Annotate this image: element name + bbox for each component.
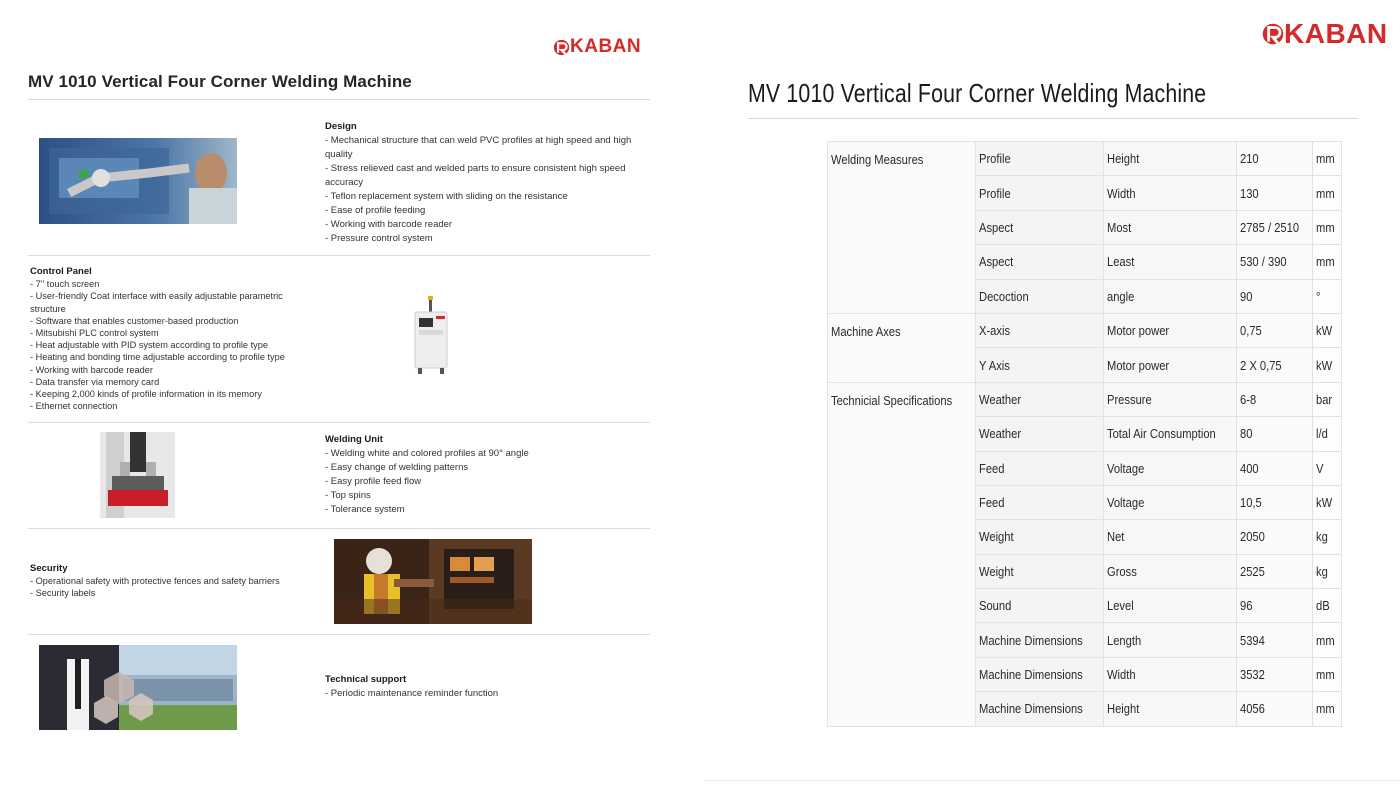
control-panel-text bbox=[30, 266, 312, 412]
group-label-cell bbox=[828, 382, 976, 726]
unit-cell bbox=[1312, 589, 1341, 623]
design-heading: Design bbox=[325, 121, 357, 132]
value-text: 6-8 bbox=[1240, 391, 1257, 407]
design-text bbox=[325, 120, 647, 246]
value-cell bbox=[1237, 313, 1313, 347]
unit-text: mm bbox=[1315, 701, 1335, 717]
parameter-label: Decoction bbox=[978, 288, 1029, 304]
list-item: - Security labels bbox=[30, 588, 96, 599]
unit-cell bbox=[1312, 313, 1341, 347]
list-item: - Pressure control system bbox=[325, 233, 433, 244]
parameter-label: Machine Dimensions bbox=[978, 701, 1083, 717]
unit-text: kg bbox=[1315, 563, 1328, 579]
value-text: 400 bbox=[1240, 460, 1259, 476]
unit-cell bbox=[1312, 554, 1341, 588]
page-title: MV 1010 Vertical Four Corner Welding Machine bbox=[748, 78, 1207, 108]
subparameter-cell bbox=[1103, 451, 1236, 485]
parameter-cell bbox=[975, 382, 1103, 416]
parameter-label: Sound bbox=[978, 598, 1012, 614]
subparameter-cell bbox=[1103, 348, 1236, 382]
subparameter-label: Width bbox=[1106, 185, 1136, 201]
unit-text: l/d bbox=[1315, 426, 1328, 442]
parameter-label: Machine Dimensions bbox=[978, 667, 1083, 683]
unit-cell bbox=[1312, 176, 1341, 210]
unit-cell bbox=[1312, 417, 1341, 451]
unit-text: kW bbox=[1315, 357, 1332, 373]
unit-cell bbox=[1312, 382, 1341, 416]
list-item: - Top spins bbox=[325, 490, 371, 501]
design-list bbox=[325, 134, 647, 246]
parameter-label: Weight bbox=[978, 563, 1014, 579]
list-item: - Easy profile feed flow bbox=[325, 476, 422, 487]
list-item: - Software that enables customer-based production bbox=[30, 315, 239, 326]
parameter-cell bbox=[975, 279, 1103, 313]
value-cell bbox=[1237, 348, 1313, 382]
unit-text: mm bbox=[1315, 185, 1335, 201]
value-text: 2785 / 2510 bbox=[1240, 219, 1300, 235]
unit-text: mm bbox=[1315, 151, 1335, 167]
parameter-label: Weather bbox=[978, 426, 1021, 442]
subparameter-cell bbox=[1103, 382, 1236, 416]
list-item: - Heat adjustable with PID system according to profile type bbox=[30, 340, 268, 351]
specifications-table-body bbox=[828, 142, 1342, 727]
list-item: - Ethernet connection bbox=[30, 401, 118, 412]
value-text: 210 bbox=[1240, 151, 1259, 167]
value-text: 2 X 0,75 bbox=[1240, 357, 1282, 373]
subparameter-label: Net bbox=[1106, 529, 1124, 545]
subparameter-cell bbox=[1103, 176, 1236, 210]
subparameter-label: Voltage bbox=[1106, 495, 1144, 511]
control-panel-photo bbox=[410, 296, 452, 378]
technical-support-heading: Technical support bbox=[325, 674, 407, 685]
technical-support-text bbox=[325, 673, 647, 701]
unit-cell bbox=[1312, 451, 1341, 485]
list-item: - Tolerance system bbox=[325, 504, 405, 515]
value-text: 96 bbox=[1240, 598, 1253, 614]
list-item: - Mitsubishi PLC control system bbox=[30, 328, 159, 339]
parameter-label: Profile bbox=[978, 185, 1011, 201]
unit-cell bbox=[1312, 210, 1341, 244]
value-cell bbox=[1237, 451, 1313, 485]
list-item: - Periodic maintenance reminder function bbox=[325, 688, 499, 699]
unit-text: kW bbox=[1315, 495, 1332, 511]
subparameter-label: Height bbox=[1106, 151, 1139, 167]
list-item: - Operational safety with protective fences and safety barriers bbox=[30, 576, 280, 587]
unit-text: bar bbox=[1315, 391, 1332, 407]
list-item: - Easy change of welding patterns bbox=[325, 462, 469, 473]
parameter-cell bbox=[975, 313, 1103, 347]
parameter-label: X-axis bbox=[978, 323, 1010, 339]
subparameter-label: Width bbox=[1106, 667, 1136, 683]
design-photo bbox=[39, 138, 237, 224]
security-photo bbox=[334, 539, 532, 624]
kaban-logo-text: KABAN bbox=[570, 36, 642, 57]
kaban-logo bbox=[1262, 18, 1388, 50]
value-cell bbox=[1237, 176, 1313, 210]
value-text: 130 bbox=[1240, 185, 1259, 201]
value-text: 5394 bbox=[1240, 632, 1265, 648]
welding-unit-section bbox=[28, 423, 650, 529]
parameter-cell bbox=[975, 245, 1103, 279]
parameter-cell bbox=[975, 692, 1103, 726]
group-label: Welding Measures bbox=[831, 152, 924, 167]
subparameter-cell bbox=[1103, 142, 1236, 176]
welding-unit-photo bbox=[100, 432, 175, 518]
unit-text: V bbox=[1315, 460, 1324, 476]
value-text: 530 / 390 bbox=[1240, 254, 1287, 270]
value-cell bbox=[1237, 692, 1313, 726]
title-divider bbox=[28, 99, 650, 100]
subparameter-label: Total Air Consumption bbox=[1106, 426, 1216, 442]
welding-unit-list bbox=[325, 447, 647, 517]
design-section bbox=[28, 112, 650, 256]
subparameter-label: Most bbox=[1106, 219, 1131, 235]
value-text: 2525 bbox=[1240, 563, 1265, 579]
parameter-cell bbox=[975, 451, 1103, 485]
page-title: MV 1010 Vertical Four Corner Welding Machine bbox=[28, 72, 412, 91]
security-list bbox=[30, 575, 320, 599]
unit-cell bbox=[1312, 657, 1341, 691]
control-panel-list bbox=[30, 278, 312, 412]
unit-text: ° bbox=[1315, 288, 1321, 304]
subparameter-cell bbox=[1103, 657, 1236, 691]
subparameter-label: Least bbox=[1106, 254, 1134, 270]
value-cell bbox=[1237, 382, 1313, 416]
list-item: - Mechanical structure that can weld PVC profiles at high speed and high quality bbox=[325, 135, 632, 160]
value-cell bbox=[1237, 210, 1313, 244]
unit-text: dB bbox=[1315, 598, 1330, 614]
list-item: - Working with barcode reader bbox=[325, 219, 453, 230]
subparameter-cell bbox=[1103, 417, 1236, 451]
value-cell bbox=[1237, 520, 1313, 554]
parameter-label: Weather bbox=[978, 391, 1021, 407]
subparameter-cell bbox=[1103, 520, 1236, 554]
unit-text: kW bbox=[1315, 323, 1332, 339]
value-cell bbox=[1237, 279, 1313, 313]
control-panel-section bbox=[28, 256, 650, 423]
subparameter-cell bbox=[1103, 210, 1236, 244]
parameter-label: Aspect bbox=[978, 219, 1014, 235]
list-item: - Working with barcode reader bbox=[30, 364, 153, 375]
subparameter-label: angle bbox=[1106, 288, 1134, 304]
value-cell bbox=[1237, 485, 1313, 519]
technical-support-section bbox=[28, 635, 650, 741]
right-page bbox=[705, 0, 1400, 781]
table-row bbox=[828, 382, 1342, 416]
list-item: - Welding white and colored profiles at 90° angle bbox=[325, 448, 529, 459]
subparameter-label: Motor power bbox=[1106, 323, 1169, 339]
value-cell bbox=[1237, 623, 1313, 657]
list-item: - Ease of profile feeding bbox=[325, 205, 426, 216]
value-cell bbox=[1237, 554, 1313, 588]
group-label: Technicial Specifications bbox=[831, 392, 953, 408]
subparameter-label: Pressure bbox=[1106, 391, 1152, 407]
value-cell bbox=[1237, 245, 1313, 279]
parameter-label: Feed bbox=[978, 495, 1005, 511]
unit-cell bbox=[1312, 485, 1341, 519]
subparameter-cell bbox=[1103, 692, 1236, 726]
security-section bbox=[28, 529, 650, 635]
value-cell bbox=[1237, 657, 1313, 691]
kaban-logo-mark-icon bbox=[553, 39, 570, 56]
group-label-cell bbox=[828, 313, 976, 382]
subparameter-label: Length bbox=[1106, 632, 1141, 648]
list-item: - User-friendly Coat interface with easily adjustable parametric structure bbox=[30, 291, 283, 314]
value-cell bbox=[1237, 142, 1313, 176]
subparameter-label: Height bbox=[1106, 701, 1139, 717]
subparameter-cell bbox=[1103, 485, 1236, 519]
parameter-cell bbox=[975, 623, 1103, 657]
subparameter-cell bbox=[1103, 279, 1236, 313]
parameter-cell bbox=[975, 348, 1103, 382]
unit-text: kg bbox=[1315, 529, 1328, 545]
parameter-label: Aspect bbox=[978, 254, 1014, 270]
list-item: - Heating and bonding time adjustable according to profile type bbox=[30, 352, 285, 363]
parameter-cell bbox=[975, 417, 1103, 451]
subparameter-label: Gross bbox=[1106, 563, 1137, 579]
parameter-label: Y Axis bbox=[978, 357, 1010, 373]
security-heading: Security bbox=[30, 563, 68, 574]
subparameter-cell bbox=[1103, 554, 1236, 588]
kaban-logo-text: KABAN bbox=[1284, 18, 1388, 49]
value-cell bbox=[1237, 417, 1313, 451]
technical-support-list bbox=[325, 687, 647, 701]
technical-support-photo bbox=[39, 645, 237, 730]
group-label: Machine Axes bbox=[831, 323, 901, 339]
title-divider bbox=[748, 118, 1358, 119]
list-item: - Keeping 2,000 kinds of profile information in its memory bbox=[30, 389, 262, 400]
unit-cell bbox=[1312, 142, 1341, 176]
value-text: 2050 bbox=[1240, 529, 1265, 545]
subparameter-cell bbox=[1103, 313, 1236, 347]
specifications-table bbox=[827, 141, 1342, 727]
value-text: 3532 bbox=[1240, 667, 1265, 683]
table-row bbox=[828, 313, 1342, 347]
parameter-label: Feed bbox=[978, 460, 1005, 476]
list-item: - 7'' touch screen bbox=[30, 279, 100, 290]
list-item: - Stress relieved cast and welded parts to ensure consistent high speed accuracy bbox=[325, 163, 626, 188]
unit-text: mm bbox=[1315, 254, 1335, 270]
parameter-cell bbox=[975, 485, 1103, 519]
unit-cell bbox=[1312, 245, 1341, 279]
unit-cell bbox=[1312, 279, 1341, 313]
welding-unit-text bbox=[325, 433, 647, 517]
list-item: - Data transfer via memory card bbox=[30, 376, 160, 387]
parameter-cell bbox=[975, 176, 1103, 210]
parameter-cell bbox=[975, 554, 1103, 588]
subparameter-cell bbox=[1103, 245, 1236, 279]
value-cell bbox=[1237, 589, 1313, 623]
parameter-cell bbox=[975, 589, 1103, 623]
unit-cell bbox=[1312, 692, 1341, 726]
subparameter-cell bbox=[1103, 623, 1236, 657]
kaban-logo bbox=[553, 36, 641, 58]
security-text bbox=[30, 563, 320, 600]
unit-cell bbox=[1312, 348, 1341, 382]
parameter-cell bbox=[975, 657, 1103, 691]
value-text: 10,5 bbox=[1240, 495, 1262, 511]
subparameter-label: Level bbox=[1106, 598, 1134, 614]
kaban-logo-mark-icon bbox=[1262, 21, 1284, 47]
list-item: - Teflon replacement system with sliding on the resistance bbox=[325, 191, 568, 202]
unit-text: mm bbox=[1315, 667, 1335, 683]
value-text: 90 bbox=[1240, 288, 1253, 304]
subparameter-label: Voltage bbox=[1106, 460, 1144, 476]
parameter-label: Machine Dimensions bbox=[978, 632, 1083, 648]
unit-text: mm bbox=[1315, 219, 1335, 235]
subparameter-cell bbox=[1103, 589, 1236, 623]
subparameter-label: Motor power bbox=[1106, 357, 1169, 373]
value-text: 4056 bbox=[1240, 701, 1265, 717]
table-row bbox=[828, 142, 1342, 176]
parameter-cell bbox=[975, 142, 1103, 176]
unit-cell bbox=[1312, 623, 1341, 657]
value-text: 80 bbox=[1240, 426, 1253, 442]
parameter-cell bbox=[975, 210, 1103, 244]
unit-text: mm bbox=[1315, 632, 1335, 648]
control-panel-heading: Control Panel bbox=[30, 266, 92, 277]
value-text: 0,75 bbox=[1240, 323, 1262, 339]
parameter-label: Profile bbox=[978, 151, 1011, 167]
parameter-cell bbox=[975, 520, 1103, 554]
unit-cell bbox=[1312, 520, 1341, 554]
parameter-label: Weight bbox=[978, 529, 1014, 545]
group-label-cell bbox=[828, 142, 976, 314]
welding-unit-heading: Welding Unit bbox=[325, 434, 383, 445]
